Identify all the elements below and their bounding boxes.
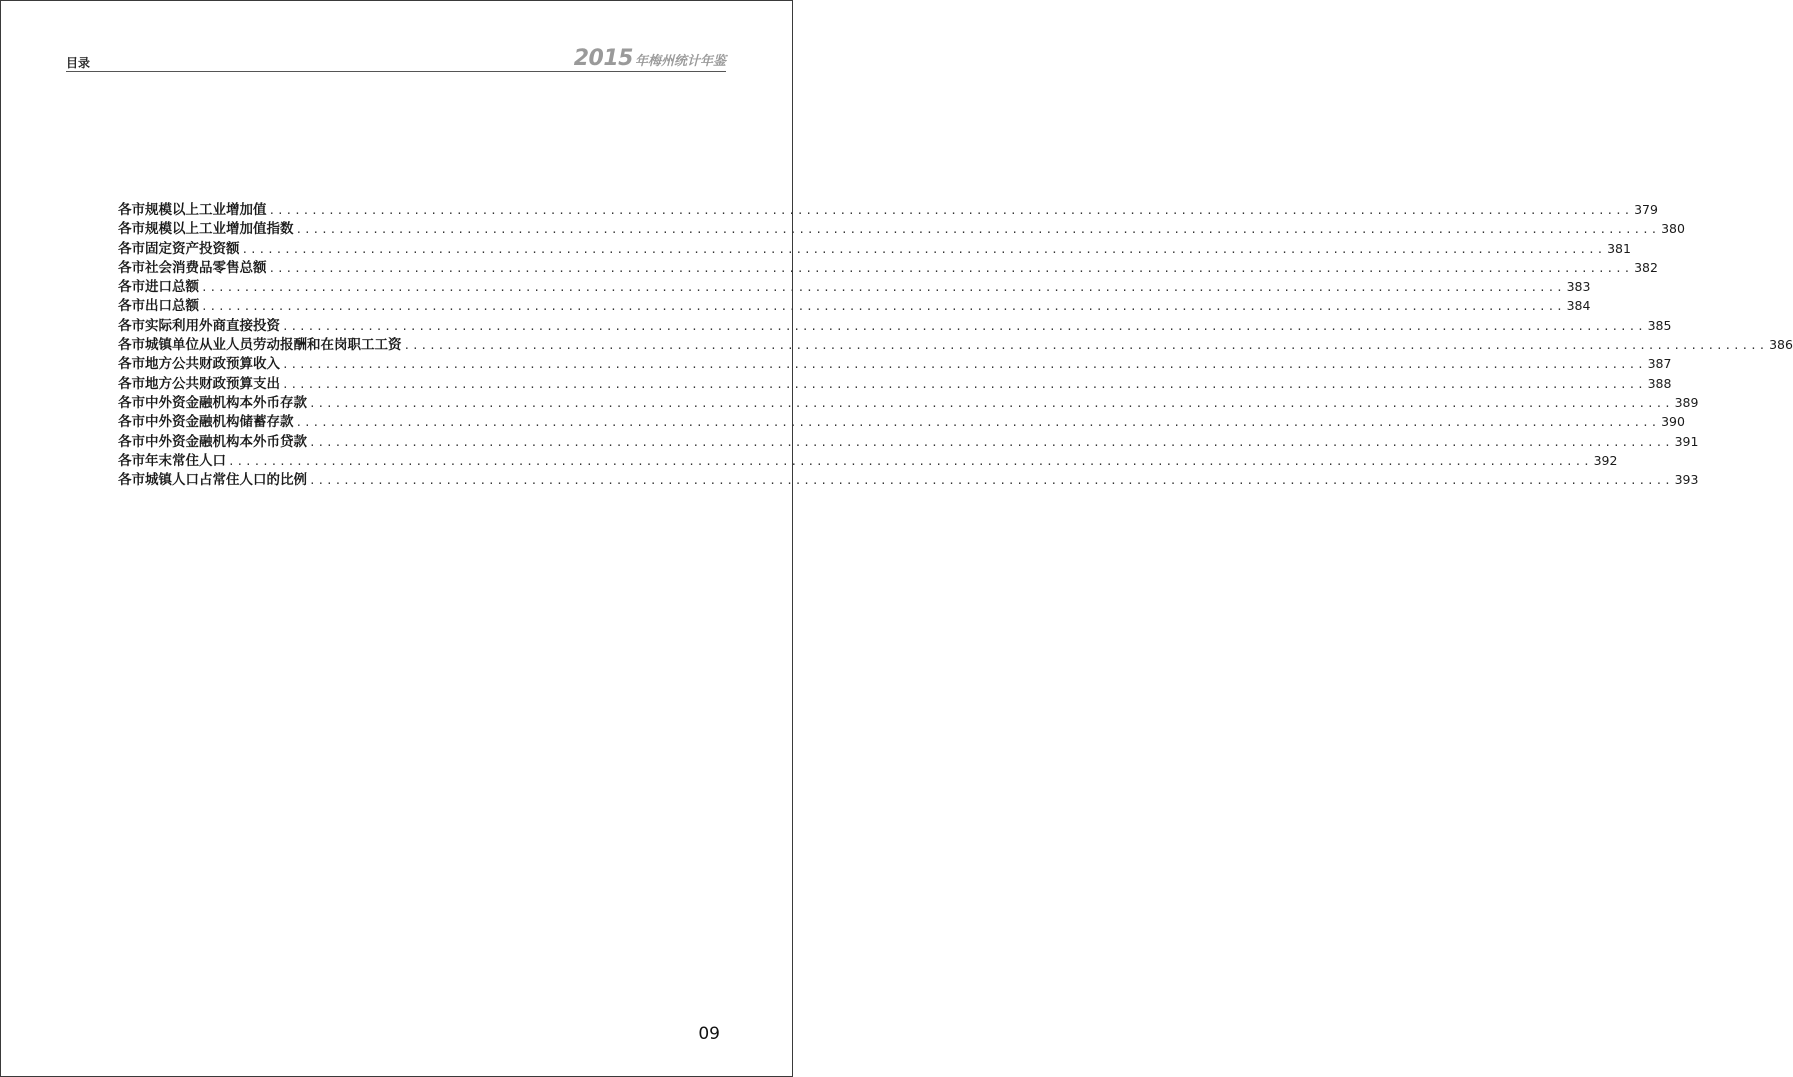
- dot-leader: ................................................................................................................................................................: [201, 281, 1565, 295]
- toc-entry-page: 387: [1647, 356, 1672, 372]
- dot-leader: ................................................................................................................................................................: [268, 204, 1633, 217]
- table-of-contents: [118, 200, 1793, 489]
- toc-entry[interactable]: [118, 354, 1672, 373]
- toc-entry-title: 各市进口总额: [118, 279, 199, 296]
- brand-year: 2015: [573, 46, 633, 71]
- page-frame: [0, 0, 793, 1077]
- brand-name: 年梅州统计年鉴: [634, 54, 726, 69]
- toc-entry-page: 390: [1661, 414, 1685, 430]
- toc-entry-page: 393: [1674, 472, 1699, 488]
- toc-entry[interactable]: [118, 316, 1672, 335]
- toc-entry[interactable]: [118, 219, 1685, 238]
- toc-entry-title: 各市年末常住人口: [118, 452, 226, 469]
- dot-leader: ................................................................................................................................................................: [201, 300, 1565, 314]
- toc-entry-page: 384: [1566, 298, 1591, 314]
- dot-leader: ................................................................................................................................................................: [282, 319, 1646, 333]
- page-header: [66, 46, 726, 72]
- section-title: 目录: [66, 56, 91, 70]
- toc-entry[interactable]: [118, 470, 1699, 489]
- toc-entry-title: 各市城镇单位从业人员劳动报酬和在岗职工工资: [118, 337, 402, 354]
- toc-entry[interactable]: [118, 393, 1699, 412]
- toc-entry-title: 各市中外资金融机构本外币存款: [118, 394, 307, 411]
- page-number: 09: [698, 1024, 720, 1044]
- toc-entry[interactable]: [118, 432, 1699, 451]
- dot-leader: ................................................................................................................................................................: [295, 416, 1660, 430]
- dot-leader: ................................................................................................................................................................: [282, 377, 1646, 391]
- toc-entry[interactable]: [118, 200, 1658, 219]
- dot-leader: ................................................................................................................................................................: [241, 242, 1606, 256]
- toc-entry-page: 388: [1647, 375, 1672, 391]
- toc-entry[interactable]: [118, 451, 1618, 470]
- dot-leader: ................................................................................................................................................................: [282, 358, 1646, 372]
- toc-entry[interactable]: [118, 412, 1685, 431]
- toc-entry-title: 各市地方公共财政预算收入: [118, 356, 280, 373]
- dot-leader: ................................................................................................................................................................: [295, 223, 1660, 237]
- toc-entry-title: 各市规模以上工业增加值: [118, 202, 267, 218]
- toc-entry-title: 各市固定资产投资额: [118, 240, 240, 257]
- toc-entry-page: 379: [1634, 202, 1658, 217]
- dot-leader: ................................................................................................................................................................: [309, 396, 1673, 410]
- toc-entry[interactable]: [118, 374, 1672, 393]
- toc-entry-title: 各市中外资金融机构本外币贷款: [118, 433, 307, 450]
- toc-entry-title: 各市社会消费品零售总额: [118, 259, 267, 276]
- dot-leader: ................................................................................................................................................................: [268, 261, 1633, 275]
- toc-entry-title: 各市中外资金融机构储蓄存款: [118, 414, 294, 431]
- toc-entry-page: 392: [1593, 452, 1618, 468]
- toc-entry-page: 381: [1607, 240, 1631, 256]
- dot-leader: ................................................................................................................................................................: [403, 339, 1768, 353]
- toc-entry[interactable]: [118, 239, 1631, 258]
- toc-entry-page: 385: [1647, 317, 1672, 333]
- dot-leader: ................................................................................................................................................................: [309, 474, 1673, 488]
- dot-leader: ................................................................................................................................................................: [309, 435, 1673, 449]
- toc-entry[interactable]: [118, 258, 1658, 277]
- toc-entry[interactable]: [118, 277, 1591, 296]
- toc-entry-page: 389: [1674, 394, 1699, 410]
- yearbook-brand: [574, 46, 726, 71]
- toc-entry-page: 391: [1674, 433, 1699, 449]
- toc-entry-title: 各市城镇人口占常住人口的比例: [118, 472, 307, 489]
- toc-entry-title: 各市实际利用外商直接投资: [118, 317, 280, 334]
- dot-leader: ................................................................................................................................................................: [228, 454, 1592, 468]
- header-divider: [66, 71, 726, 72]
- toc-entry-title: 各市地方公共财政预算支出: [118, 375, 280, 392]
- toc-entry[interactable]: [118, 335, 1793, 354]
- toc-entry-page: 386: [1769, 337, 1793, 353]
- toc-entry-page: 383: [1566, 279, 1591, 295]
- toc-entry-title: 各市出口总额: [118, 298, 199, 315]
- toc-entry-page: 382: [1634, 259, 1658, 275]
- toc-entry-title: 各市规模以上工业增加值指数: [118, 221, 294, 238]
- toc-entry[interactable]: [118, 296, 1591, 315]
- toc-entry-page: 380: [1661, 221, 1685, 237]
